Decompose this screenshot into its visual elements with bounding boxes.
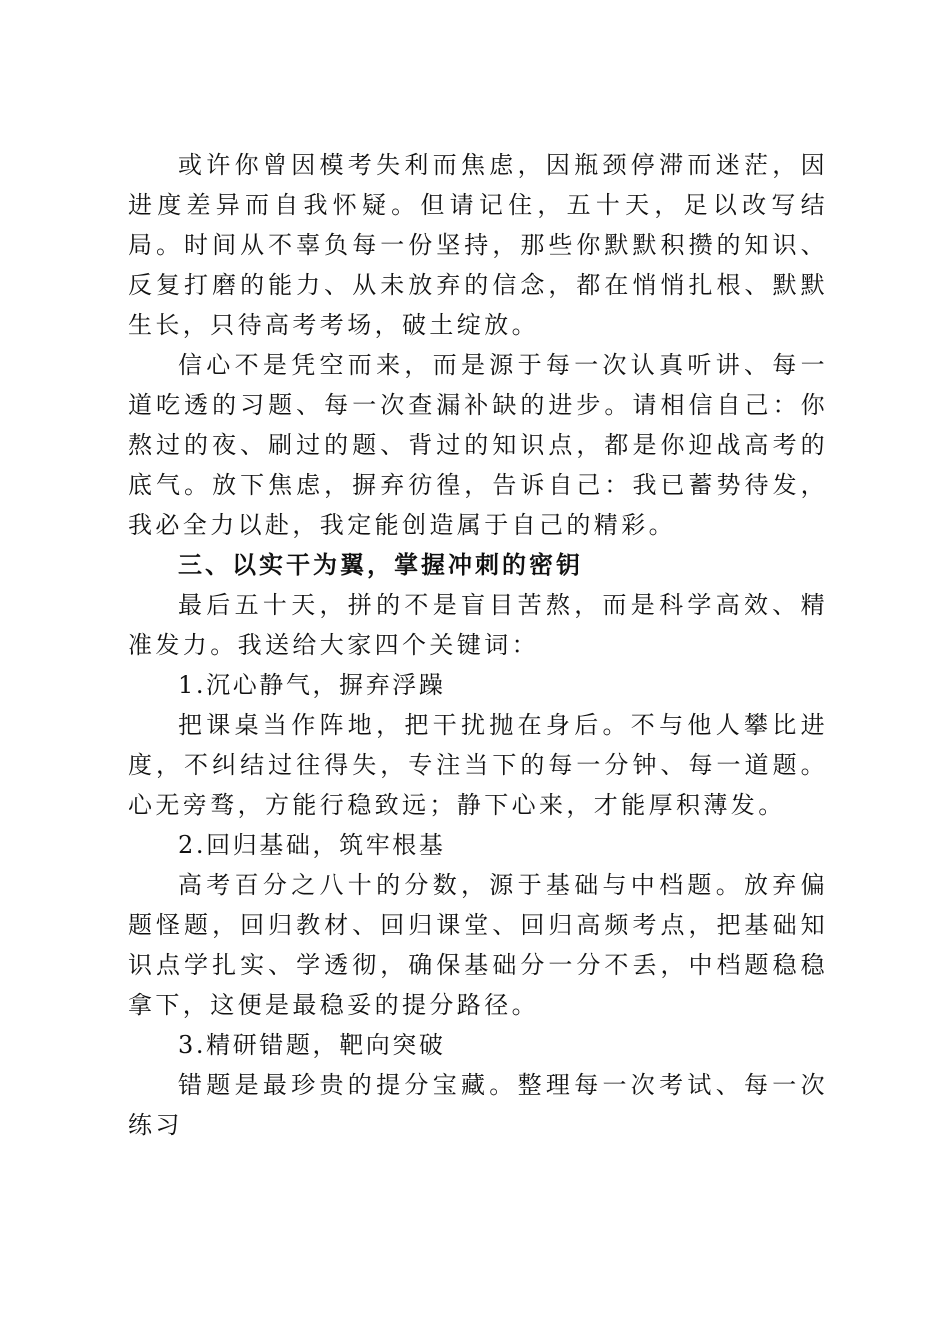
paragraph-mistakes: 错题是最珍贵的提分宝藏。整理每一次考试、每一次练习 — [128, 1071, 828, 1139]
paragraph-confidence: 信心不是凭空而来，而是源于每一次认真听讲、每一道吃透的习题、每一次查漏补缺的进步。请相信自己：你熬过的夜、刷过的题、背过的知识点，都是你迎战高考的底气。放下焦虑，摒弃彷徨，告诉自己：我已蓄势待发，我必全力以赴，我定能创造属于自己的精彩。 — [128, 351, 828, 539]
keyword-heading-2: 2.回归基础，筑牢根基 — [178, 831, 446, 859]
document-body — [128, 145, 828, 1145]
keyword-heading-3: 3.精研错题，靶向突破 — [178, 1031, 446, 1059]
paragraph-exam-anxiety: 或许你曾因模考失利而焦虑，因瓶颈停滞而迷茫，因进度差异而自我怀疑。但请记住，五十天，足以改写结局。时间从不辜负每一份坚持，那些你默默积攒的知识、反复打磨的能力、从未放弃的信念，都在悄悄扎根、默默生长，只待高考考场，破土绽放。 — [128, 151, 828, 339]
paragraph-basics: 高考百分之八十的分数，源于基础与中档题。放弃偏题怪题，回归教材、回归课堂、回归高频考点，把基础知识点学扎实、学透彻，确保基础分一分不丢，中档题稳稳拿下，这便是最稳妥的提分路径。 — [128, 871, 828, 1019]
paragraph-keywords-intro: 最后五十天，拼的不是盲目苦熬，而是科学高效、精准发力。我送给大家四个关键词： — [128, 591, 828, 659]
keyword-heading-1: 1.沉心静气，摒弃浮躁 — [178, 671, 446, 699]
paragraph-focus: 把课桌当作阵地，把干扰抛在身后。不与他人攀比进度，不纠结过往得失，专注当下的每一分钟、每一道题。心无旁骛，方能行稳致远；静下心来，才能厚积薄发。 — [128, 711, 828, 819]
section-heading: 三、以实干为翼，掌握冲刺的密钥 — [178, 550, 583, 579]
